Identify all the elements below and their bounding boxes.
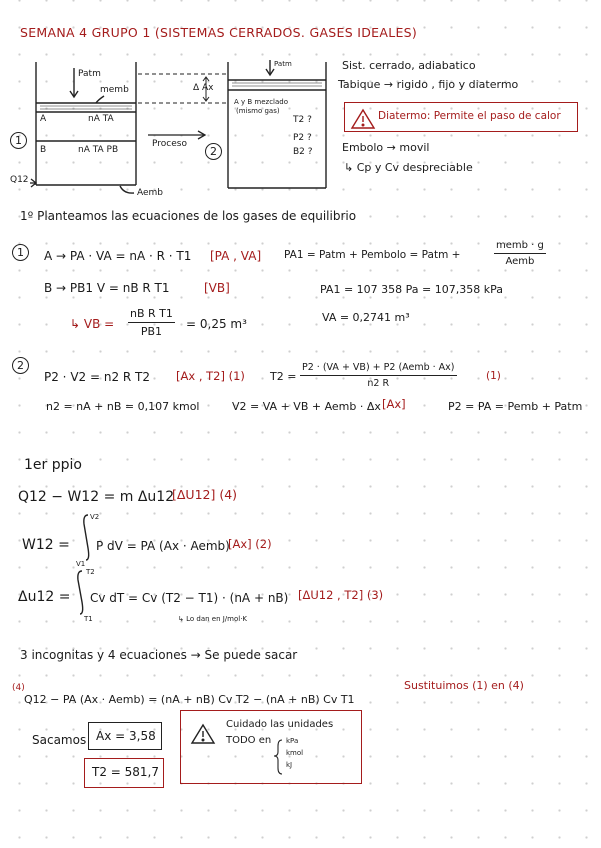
b2-unknown: B2 ? [293,147,313,157]
n2-equation: n2 = nA + nB = 0,107 kmol [46,400,200,413]
work-lower-limit: V1 [76,560,86,568]
eq-b: B → PB1 V = nB R T1 [44,281,170,295]
work-prefix: W12 = [22,537,70,553]
work-upper-limit: V2 [90,513,100,521]
eq4-tag: (4) [12,683,25,693]
mezcla-note-2: (mismo gas) [236,107,280,115]
pembolo-fraction [494,240,546,267]
mezcla-note: A y B mezclado [234,98,289,106]
region-a-state: nA TA [88,114,114,124]
page-title: SEMANA 4 GRUPO 1 (SISTEMAS CERRADOS. GASES IDEALES) [20,25,418,40]
unknowns-a: [PA , VA] [210,249,262,263]
units-warning-todo: TODO en [226,735,272,746]
vb-fraction [128,307,175,338]
region-b-state: nA TA PB [78,145,119,155]
patm-left-label: Patm [78,69,101,79]
first-law-heading: 1er ppio [24,457,82,473]
du-body: Cv dT = Cv (T2 − T1) · (nA + nB) [90,591,289,605]
state-1-circle: 1 [10,132,27,149]
t2-numerator: P2 · (VA + VB) + P2 (Aemb · Ax) [300,362,457,376]
v2-unknowns: [Ax] [382,397,406,411]
vb-prefix: ↳ VB = [70,317,115,331]
step1-heading: 1º Planteamos las ecuaciones de los gases de equilibrio [20,209,357,223]
diatermo-definition [378,111,561,122]
sist-note: Sist. cerrado, adiabatico [342,59,476,72]
pa1-equation: PA1 = Patm + Pembolo = Patm + [284,249,461,261]
aemb-label: Aemb [137,188,164,198]
region-b-label: B [40,145,47,155]
fraction-denominator: Aemb [505,256,535,267]
sacamos-label: Sacamos [32,733,87,747]
va-value: VA = 0,2741 m³ [322,311,410,324]
work-body: P dV = PA (Ax · Aemb) [96,539,230,553]
pa1-value: PA1 = 107 358 Pa = 107,358 kPa [320,283,503,296]
t2-denominator: n2 R [367,378,390,389]
t2-unknown: T2 ? [293,115,312,125]
proceso-label: Proceso [152,139,187,149]
process-arrow [148,131,205,139]
unit-kpa: kPa [286,737,299,745]
dashed-guides [138,74,228,103]
sustituimos-note: Sustituimos (1) en (4) [404,679,524,692]
incognitas-note: 3 incognitas y 4 ecuaciones → Se puede sacar [20,648,298,662]
unknowns-state-2: [Ax , T2] (1) [176,369,245,383]
cv-units-note: ↳ Lo dan en J/mol·K [178,615,248,623]
vb-denominator: PB1 [140,325,163,338]
unit-kmol: kmol [286,749,304,757]
vb-value: = 0,25 m³ [186,317,247,331]
p2-unknown: P2 ? [293,133,312,143]
final-equation: Q12 − PA (Ax · Aemb) = (nA + nB) Cv T2 − (nA + nB) Cv T1 [24,693,355,706]
unknowns-b: [VB] [204,281,230,295]
du-upper-limit: T2 [86,568,95,576]
t2-result: T2 = 581,7 [92,765,160,779]
eq-state-2-circle: 2 [12,357,29,374]
t2-tag: (1) [486,370,501,382]
t2-prefix: T2 = [270,370,297,383]
q12-label: Q12 [10,175,29,185]
du-prefix: Δu12 = [18,589,71,605]
q12-arrow [30,179,36,187]
eq-state-1-circle: 1 [12,244,29,261]
left-cylinder [36,62,136,193]
du-unknowns: [ΔU12 , T2] (3) [298,588,384,602]
embolo-note: Embolo → movil [342,141,430,154]
units-warning-title: Cuidado las unidades [226,719,334,730]
first-law-unknowns: [ΔU12] (4) [172,487,238,502]
vb-numerator: nB R T1 [128,307,175,323]
unit-kj: kJ [286,761,293,769]
eq-state-2: P2 · V2 = n2 R T2 [44,370,151,384]
memb-label: memb [100,85,129,95]
p2-equation: P2 = PA = Pemb + Patm [448,400,583,413]
t2-fraction [300,362,457,389]
patm-right-label: Patm [274,60,292,68]
v2-equation: V2 = VA + VB + Aemb · Δx [232,400,381,413]
cpcv-note: ↳ Cp y Cv despreciable [344,161,473,174]
fraction-numerator: memb · g [494,240,546,254]
ax-label: Δ Ax [193,83,214,93]
diatermo-text: : Permite el paso de calor [426,110,561,122]
ax-result: Ax = 3,58 [96,729,156,743]
region-a-label: A [40,114,47,124]
du-lower-limit: T1 [84,615,93,623]
state-2-circle: 2 [205,143,222,160]
eq-a: A → PA · VA = nA · R · T1 [44,249,192,263]
work-unknowns: [Ax] (2) [228,537,272,551]
first-law-equation: Q12 − W12 = m Δu12 [18,489,175,505]
tabique-note: Tabique → rigido , fijo y diatermo [338,78,519,91]
diatermo-label: Diatermo [378,110,427,122]
